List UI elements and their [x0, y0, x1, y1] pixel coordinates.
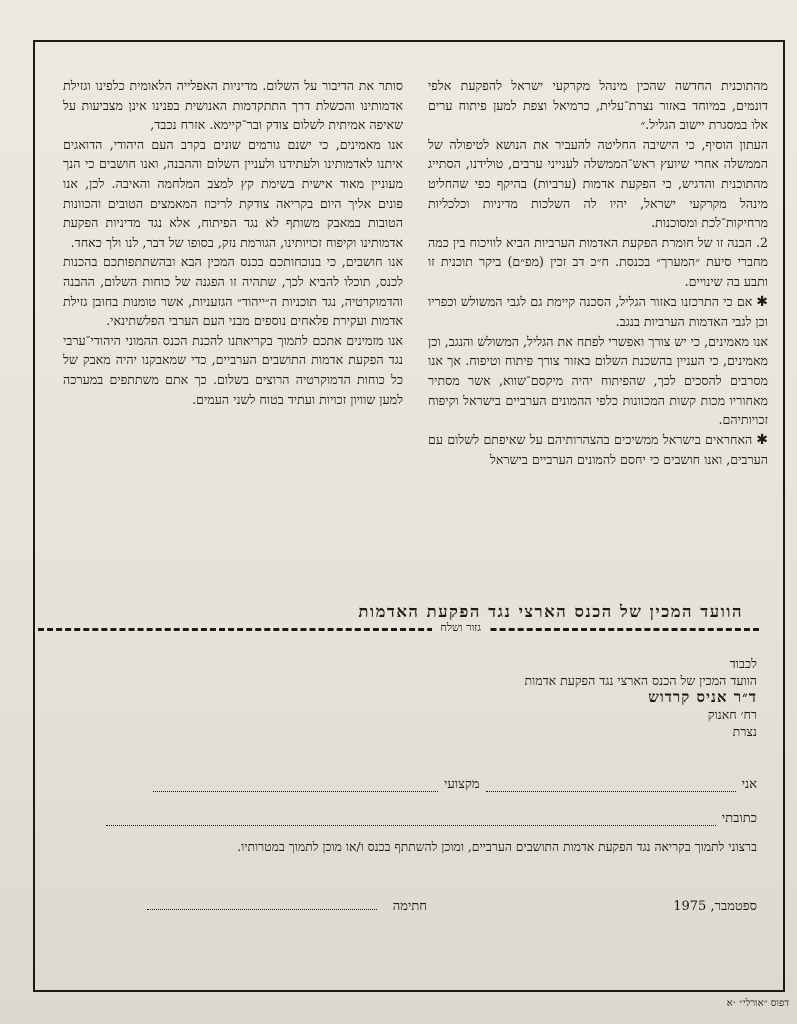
committee-headline: הוועד המכין של הכנס הארצי נגד הפקעת האדמות [358, 602, 743, 621]
dashed-divider [38, 628, 759, 631]
paragraph: סותר את הדיבור על השלום. מדיניות האפלייה הלאומית כלפינו וגזילת אדמותינו והכשלת דרך התתקדמות האנושית בפנינו אינן מצביעות על שאיפה אמיתית לשלום צודק ובר־קיימא. אזרח נכבד, [63, 78, 403, 133]
name-profession-row [67, 776, 757, 792]
paragraph: ✱אם כי התרכזנו באזור הגליל, הסכנה קיימת גם לגבי המשולש וכפריו וכן לגבי האדמות הערביות בנגב. [428, 293, 768, 330]
paragraph: אנו מאמינים, כי יש צורך ואפשרי לפתח את הגליל, המשולש והנגב, וכן מאמינים, כי העניין בהשכנת השלום באזור צורך פיתוח וטיפוח. אך אנו מסרבים להסכים לכך, שהפיתוח יהיה מיקסם־שווא, אשר מסתיר מאחוריו מכות קשות המכוונות כלפי ההמונים הערביים בישראל וקיפוח זכויותיהם. [428, 333, 768, 428]
asterisk-icon: ✱ [756, 431, 768, 448]
address-line: רח׳ חאנוק [707, 707, 757, 722]
date-signature-row [67, 898, 757, 918]
profession-label: מקצועי [443, 777, 480, 792]
address-block [524, 655, 757, 740]
signature-field[interactable] [147, 909, 377, 910]
address-line: לכבוד [729, 656, 757, 671]
profession-field[interactable] [153, 780, 438, 792]
name-label: אני [741, 777, 757, 792]
paragraph: העתון הוסיף, כי הישיבה החליטה להעביר את הנושא לטיפולה של הממשלה אחרי שיועץ ראש־הממשלה לענייני ערבים, טולידנו, הסתייג מהתוכנית והדגיש, כי הפקעת אדמות (ערביות) בהיקף כפי שהחליט מינהל מקרקעי ישראל, יהיו לה השלכות מדיניות וכלכליות מרחיקות־לכת ומסוכנות. [428, 136, 768, 231]
asterisk-icon: ✱ [756, 293, 768, 310]
cut-label: גזור ושלח [432, 621, 489, 634]
printer-credit: דפוס ״אורלי״ ·א [726, 998, 789, 1009]
pledge-text: ברצוני לתמוך בקריאה נגד הפקעת אדמות התושבים הערביים, ומוכן להשתתף בכנס ו/או מוכן לתמוך במטרותיו. [237, 840, 757, 854]
recipient-name: ד״ר אניס קרדוש [648, 688, 757, 706]
paragraph: אנו מאמינים, כי ישנם גורמים שונים בקרב העם היהודי, הדואגים איתנו לאדמותינו ולעתידנו ולעניין השלום וההבנה, ואנו חושבים כי הנך מעוניין מאוד אישית בשימת קץ למצב המלחמה והאיבה. לכן, אנו פונים אליך היום בקריאה צודקת לריכוז המאמצים הטובים והכוונות הטובות במאבק משותף לא נגד הפיתוח, אלא נגד מדיניות הפקעת אדמותינו וקיפוח זכויותינו, הגורמת נזק, בסופו של דבר, לנו ולך כאחד. [63, 136, 403, 250]
paragraph: 2. הבנה זו של חומרת הפקעת האדמות הערביות הביא לוויכוח בין כמה מחברי סיעת ״המערך״ בכנסת. ח״כ דב זכין (מפ״ם) ביקר תוכנית זו ותבע בה שינויים. [428, 234, 768, 289]
address-field[interactable] [106, 814, 716, 826]
name-field[interactable] [486, 780, 736, 792]
address-row [67, 810, 757, 826]
text-column-right [428, 76, 768, 470]
paragraph: אנו חושבים, כי בנוכחותכם בכנס המכין הבא ובהשתתפותכם בהכנות לכנס, תוכלו להביא לכך, שתהיה זו הפגנה של כוחות השלום, ההבנה והדמוקרטיה, נגד תוכניות ה״ייהוד״ הגזעניות, אשר טומנות בחובן גזילת אדמות ועקירת פלאחים נוספים מבני העם הערבי הפלשתינאי. [63, 254, 403, 329]
address-label: כתובתי [721, 811, 757, 826]
paragraph: ✱האחראים בישראל ממשיכים בהצהרותיהם על שאיפתם לשלום עם הערבים, ואנו חושבים כי יחסם להמונים הערביים בישראל [428, 431, 768, 468]
text-column-left [63, 76, 403, 409]
cut-line [38, 621, 759, 637]
address-line: הוועד המכין של הכנס הארצי נגד הפקעת אדמות [524, 673, 757, 688]
address-line: נצרת [732, 724, 757, 739]
paragraph: אנו מזמינים אתכם לתמוך בקריאתנו להכנת הכנס ההמוני היהודי־ערבי נגד הפקעת אדמות התושבים הערביים, כדי שמאבקנו יהיה מאבק של כל כוחות הדמוקרטיה הרוצים בשלום. כך אתם משתתפים במערכה למען שוויון זכויות ועתיד בטוח לשני העמים. [63, 332, 403, 407]
paragraph: מהתוכנית החדשה שהכין מינהל מקרקעי ישראל להפקעת אלפי דונמים, במיוחד באזור נצרת־עלית, כרמיאל וצפת למען פיתוח ערים אלו במסגרת יישוב הגליל.״ [428, 78, 768, 133]
signature-label: חתימה [392, 899, 427, 914]
date-text: ספטמבר, 1975 [673, 899, 757, 914]
